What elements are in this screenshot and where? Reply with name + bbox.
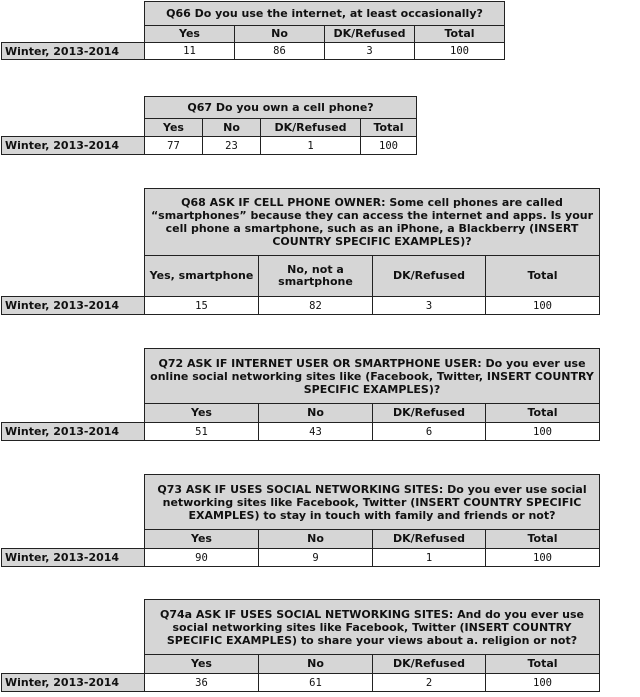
value-dk-refused: 1 (373, 549, 486, 567)
question-text: Q68 ASK IF CELL PHONE OWNER: Some cell phones are called “smartphones” because they can access the internet and apps. Is your cell phone a smartphone, such as an iPhone, a Blackberry (INSERT COUNTRY SPECIFIC EXAMPLES)? (145, 189, 600, 256)
header-total: Total (486, 655, 600, 674)
row-label: Winter, 2013-2014 (2, 137, 145, 155)
header-total: Total (486, 256, 600, 297)
header-yes: Yes (145, 26, 235, 43)
header-yes: Yes (145, 404, 259, 423)
header-total: Total (415, 26, 505, 43)
corner-cell (2, 189, 145, 297)
header-yes: Yes (145, 119, 203, 137)
header-dk-refused: DK/Refused (373, 530, 486, 549)
corner-cell (2, 600, 145, 674)
table-row (2, 423, 600, 441)
value-dk-refused: 3 (325, 43, 415, 60)
value-yes: 11 (145, 43, 235, 60)
table-row (2, 297, 600, 315)
value-total: 100 (486, 674, 600, 692)
q72-table (1, 348, 600, 441)
value-yes: 90 (145, 549, 259, 567)
value-total: 100 (486, 297, 600, 315)
value-dk-refused: 6 (373, 423, 486, 441)
q73-table (1, 474, 600, 567)
header-yes: Yes (145, 655, 259, 674)
header-no: No, not a smartphone (259, 256, 373, 297)
header-dk-refused: DK/Refused (373, 404, 486, 423)
q66-table (1, 1, 505, 60)
row-label: Winter, 2013-2014 (2, 549, 145, 567)
value-no: 61 (259, 674, 373, 692)
table-row (2, 674, 600, 692)
table-row (2, 549, 600, 567)
table-row (2, 43, 505, 60)
table-row (2, 137, 417, 155)
value-dk-refused: 2 (373, 674, 486, 692)
value-total: 100 (415, 43, 505, 60)
row-label: Winter, 2013-2014 (2, 674, 145, 692)
header-total: Total (486, 404, 600, 423)
value-no: 82 (259, 297, 373, 315)
corner-cell (2, 97, 145, 137)
row-label: Winter, 2013-2014 (2, 423, 145, 441)
header-dk-refused: DK/Refused (261, 119, 361, 137)
q74a-table (1, 599, 600, 692)
header-dk-refused: DK/Refused (373, 655, 486, 674)
value-total: 100 (486, 549, 600, 567)
value-yes: 36 (145, 674, 259, 692)
q68-table (1, 188, 600, 315)
header-no: No (203, 119, 261, 137)
value-total: 100 (486, 423, 600, 441)
corner-cell (2, 2, 145, 43)
question-text: Q67 Do you own a cell phone? (145, 97, 417, 119)
header-no: No (235, 26, 325, 43)
value-total: 100 (361, 137, 417, 155)
row-label: Winter, 2013-2014 (2, 43, 145, 60)
header-dk-refused: DK/Refused (325, 26, 415, 43)
q67-table (1, 96, 417, 155)
header-dk-refused: DK/Refused (373, 256, 486, 297)
value-no: 23 (203, 137, 261, 155)
value-no: 86 (235, 43, 325, 60)
question-text: Q73 ASK IF USES SOCIAL NETWORKING SITES: Do you ever use social networking sites like Facebook, Twitter (INSERT COUNTRY SPECIFIC EXAMPLES) to stay in touch with family and friends or not? (145, 475, 600, 530)
header-no: No (259, 530, 373, 549)
header-yes: Yes, smartphone (145, 256, 259, 297)
value-dk-refused: 3 (373, 297, 486, 315)
value-yes: 51 (145, 423, 259, 441)
header-total: Total (486, 530, 600, 549)
question-text: Q72 ASK IF INTERNET USER OR SMARTPHONE USER: Do you ever use online social networking sites like (Facebook, Twitter, INSERT COUNTRY SPECIFIC EXAMPLES)? (145, 349, 600, 404)
question-text: Q66 Do you use the internet, at least occasionally? (145, 2, 505, 26)
corner-cell (2, 349, 145, 423)
header-yes: Yes (145, 530, 259, 549)
value-dk-refused: 1 (261, 137, 361, 155)
value-no: 43 (259, 423, 373, 441)
header-total: Total (361, 119, 417, 137)
question-text: Q74a ASK IF USES SOCIAL NETWORKING SITES: And do you ever use social networking sites like Facebook, Twitter (INSERT COUNTRY SPECIFIC EXAMPLES) to share your views about a. religion or not? (145, 600, 600, 655)
value-yes: 15 (145, 297, 259, 315)
header-no: No (259, 655, 373, 674)
header-no: No (259, 404, 373, 423)
row-label: Winter, 2013-2014 (2, 297, 145, 315)
value-no: 9 (259, 549, 373, 567)
corner-cell (2, 475, 145, 549)
value-yes: 77 (145, 137, 203, 155)
